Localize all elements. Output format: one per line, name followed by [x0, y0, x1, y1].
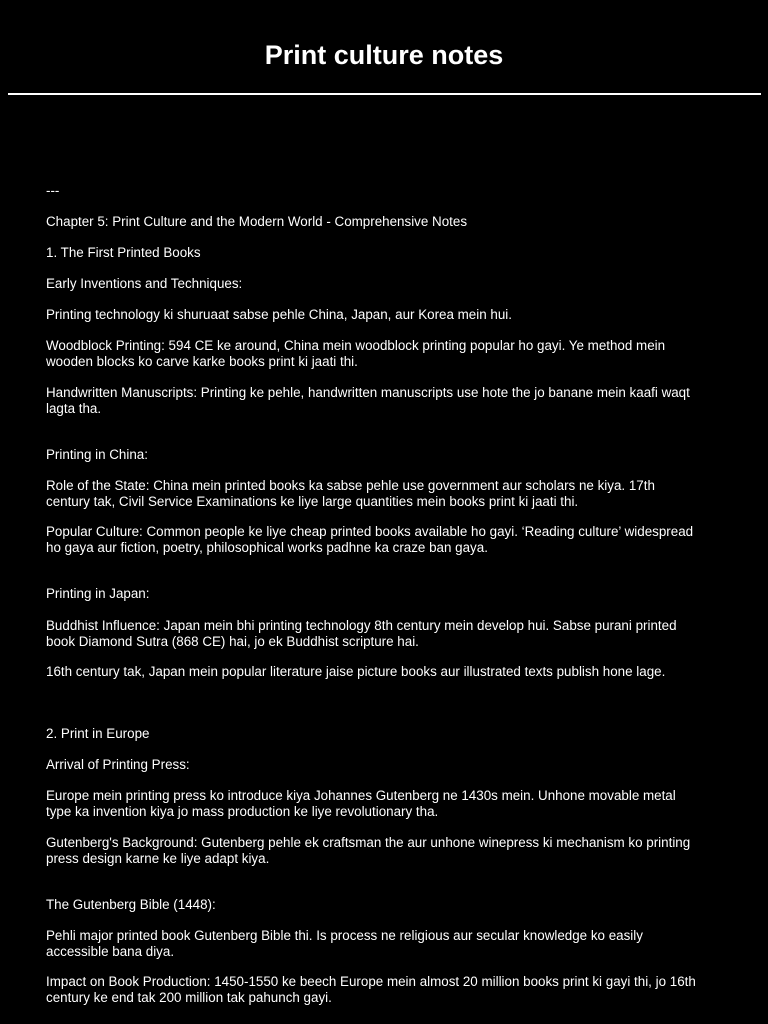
page-title: Print culture notes [264, 40, 504, 70]
paragraph-popular-culture-line1: Popular Culture: Common people ke liye cheap printed books available ho gayi. ‘Reading culture’ widespread [46, 524, 694, 539]
paragraph-impact-line2: century ke end tak 200 million tak pahunch gayi. [46, 990, 332, 1005]
paragraph-bible-line2: accessible bana diya. [46, 944, 175, 959]
paragraph-manuscripts-line2: lagta tha. [46, 401, 102, 416]
paragraph-woodblock-line1: Woodblock Printing: 594 CE ke around, China mein woodblock printing popular ho gayi. Ye method mein [46, 338, 666, 353]
paragraph-background-line2: press design karne ke liye adapt kiya. [46, 851, 270, 866]
paragraph-japan-literature: 16th century tak, Japan mein popular literature jaise picture books aur illustrated texts publish hone lage. [46, 664, 666, 679]
subheading-arrival-press: Arrival of Printing Press: [46, 757, 190, 772]
paragraph-role-state-line1: Role of the State: China mein printed books ka sabse pehle use government aur scholars ne kiya. 17th [46, 478, 655, 493]
paragraph-buddhist-line1: Buddhist Influence: Japan mein bhi printing technology 8th century mein develop hui. Sabse purani printed [46, 618, 677, 633]
title-divider [8, 93, 761, 95]
section-heading-first-printed-books: 1. The First Printed Books [46, 245, 201, 260]
paragraph-manuscripts-line1: Handwritten Manuscripts: Printing ke pehle, handwritten manuscripts use hote the jo banane mein kaafi waqt [46, 385, 690, 400]
paragraph-popular-culture-line2: ho gaya aur fiction, poetry, philosophical works padhne ka craze ban gaya. [46, 540, 488, 555]
paragraph-arrival-line2: type ka invention kiya jo mass production ke liye revolutionary tha. [46, 804, 439, 819]
paragraph-arrival-line1: Europe mein printing press ko introduce kiya Johannes Gutenberg ne 1430s mein. Unhone movable metal [46, 788, 676, 803]
subheading-printing-japan: Printing in Japan: [46, 586, 150, 601]
paragraph-early-inventions: Printing technology ki shuruaat sabse pehle China, Japan, aur Korea mein hui. [46, 307, 512, 322]
subheading-early-inventions: Early Inventions and Techniques: [46, 276, 243, 291]
paragraph-buddhist-line2: book Diamond Sutra (868 CE) hai, jo ek Buddhist scripture hai. [46, 634, 419, 649]
paragraph-impact-line1: Impact on Book Production: 1450-1550 ke beech Europe mein almost 20 million books print ki gayi thi, jo 16th [46, 974, 696, 989]
chapter-title: Chapter 5: Print Culture and the Modern World - Comprehensive Notes [46, 214, 468, 229]
paragraph-background-line1: Gutenberg's Background: Gutenberg pehle ek craftsman the aur unhone winepress ki mechanism ko printing [46, 835, 691, 850]
subheading-printing-china: Printing in China: [46, 447, 148, 462]
section-heading-print-europe: 2. Print in Europe [46, 726, 150, 741]
paragraph-bible-line1: Pehli major printed book Gutenberg Bible thi. Is process ne religious aur secular knowledge ko easily [46, 928, 643, 943]
paragraph-role-state-line2: century tak, Civil Service Examinations ke liye large quantities mein books print ki jaati thi. [46, 494, 579, 509]
paragraph-woodblock-line2: wooden blocks ko carve karke books print ki jaati thi. [46, 354, 358, 369]
separator-line: --- [46, 183, 60, 198]
subheading-gutenberg-bible: The Gutenberg Bible (1448): [46, 897, 216, 912]
